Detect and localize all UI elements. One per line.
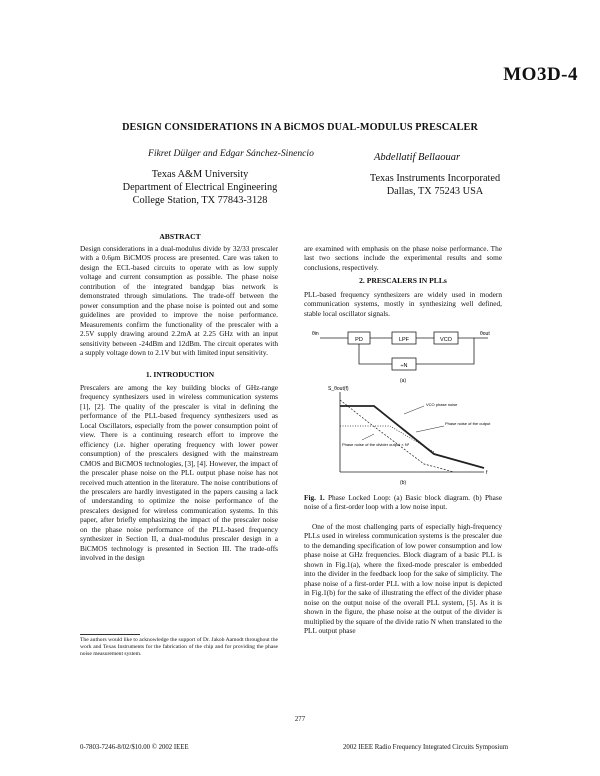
sec2-body — [304, 290, 502, 318]
figure-caption-text: Phase Locked Loop: (a) Basic block diagram. (b) Phase noise of a first-order loop with a low noise input. — [304, 493, 502, 512]
vco-noise-curve — [340, 400, 454, 472]
author-right: Abdellatif Bellaouar — [374, 152, 461, 163]
figure-1 — [304, 322, 502, 488]
subfig-a-label: (a) — [399, 378, 407, 384]
block-divider-label: ÷N — [400, 363, 408, 369]
footer-right: 2002 IEEE Radio Frequency Integrated Circuits Symposium — [343, 744, 508, 751]
affiliation-right — [335, 172, 535, 198]
affil-left-line: Department of Electrical Engineering — [122, 182, 278, 193]
footnote-rule — [80, 634, 140, 635]
affil-right-line: Dallas, TX 75243 USA — [386, 186, 484, 197]
abstract-paragraph: Design considerations in a dual-modulus divide by 32/33 prescaler with a 0.6μm BiCMOS process are presented. Care was taken to design the ECL-based circuits to operate with as low supply voltage and current consumption as possible. The phase noise contribution of the integrated bandgap bias network is demonstrated through simulations. The trade-off between the power consumption and the phase noise is pointed out and some guidelines are provided to improve the noise performance. Measurements confirm the functionality of the prescaler with a 2.5V supply drawing around 2.2mA at 2.25 GHz with an input sensitivity between -24dBm and 12dBm. The circuit operates with a supply voltage down to 2.1V but with limited input sensitivity. — [80, 244, 278, 357]
figure-caption — [304, 493, 502, 512]
affil-left-line: College Station, TX 77843-3128 — [132, 195, 268, 206]
abstract-heading: ABSTRACT — [159, 232, 201, 241]
annotation-leader — [404, 406, 424, 414]
figure-caption-label: Fig. 1. — [304, 493, 325, 502]
block-vco-label: VCO — [440, 337, 452, 343]
annotation-leader — [362, 434, 374, 440]
output-noise-curve — [340, 406, 484, 468]
footer-left: 0-7803-7246-8/02/$10.00 © 2002 IEEE — [80, 744, 189, 751]
right-top-paragraph: are examined with emphasis on the phase noise performance. The last two sections include the experimental results and some conclusions, respectively. — [304, 244, 502, 272]
annotation-vco: VCO phase noise — [426, 402, 458, 407]
annotation-divider: Phase noise of the divider output × N² — [342, 442, 410, 447]
abstract-body — [80, 244, 278, 357]
annotation-leader — [416, 426, 444, 432]
annotation-output: Phase noise of the output — [445, 421, 491, 426]
intro-body — [80, 383, 278, 563]
intro-heading: 1. INTRODUCTION — [145, 370, 215, 379]
right-top-body — [304, 244, 502, 272]
x-axis-label: f — [486, 470, 488, 476]
y-axis-label: S_θout(f) — [328, 386, 349, 392]
block-lpf-label: LPF — [398, 337, 410, 343]
feedback-line — [359, 344, 392, 364]
paper-title: DESIGN CONSIDERATIONS IN A BiCMOS DUAL-MODULUS PRESCALER — [122, 122, 478, 133]
sec2-heading: 2. PRESCALERS IN PLLs — [359, 276, 447, 285]
affil-right-line: Texas Instruments Incorporated — [369, 173, 501, 184]
output-label: θout — [480, 331, 490, 337]
authors-left: Fikret Dülger and Edgar Sánchez-Sinencio — [148, 148, 314, 159]
intro-paragraph: Prescalers are among the key building blocks of GHz-range frequency synthesizers used in wireless communication systems [1], [2]. The quality of the prescaler is vital in defining the performance of the PLL-based frequency synthesizers used as Local Oscillators, especially from the power consumption point of view. There is a continuing research effort to improve the efficiency (i.e. higher operating frequency with lower power consumption) of the prescalers designed with the mainstream CMOS and BiCMOS technologies, [3], [4]. However, the impact of the prescaler phase noise on the PLL output phase noise has not received much attention in the literature. The noise contributions of the prescalers are hardly investigated in the papers causing a lack of understanding to optimize the noise performance of the prescalers designed for wireless communication systems. In this paper, after briefly emphasizing the impact of the prescaler noise on the phase noise performance of the PLL-based frequency synthesizer in Section II, a dual-modulus prescaler design in a BiCMOS technology is presented in Section III. The trade-offs involved in the design — [80, 383, 278, 563]
subfig-b-label: (b) — [399, 480, 407, 486]
page-number: 277 — [294, 716, 306, 723]
divider-noise-curve — [340, 426, 434, 452]
affil-left-line: Texas A&M University — [151, 169, 249, 180]
phase-noise-plot — [340, 392, 484, 472]
sec2-paragraph-2: One of the most challenging parts of especially high-frequency PLLs used in wireless communication systems is the prescaler due to the demanding specification of low power consumption and low phase noise at GHz frequencies. Block diagram of a basic PLL is shown in Fig.1(a), where the fixed-mode prescaler is embedded into the divider in the feedback loop for the sake of simplicity. The phase noise of a first-order PLL with a low noise input is depicted in Fig.1(b) for the sake of illustrating the effect of the divider phase noise on the output noise of the overall PLL system, [5]. As it is shown in the figure, the phase noise at the output of the divider is multiplied by the square of the divide ratio N when translated to the PLL output phase — [304, 522, 502, 635]
footnote: The authors would like to acknowledge the support of Dr. Jakob Aamodt throughout the work and Texas Instruments for the fabrication of the chip and for providing the phase noise measurement system. — [80, 637, 278, 657]
sec2-paragraph: PLL-based frequency synthesizers are widely used in modern communication systems, mostly in synthesizing well defined, stable local oscillator signals. — [304, 290, 502, 318]
paper-code: MO3D-4 — [503, 64, 578, 85]
block-pd-label: PD — [355, 337, 363, 343]
affiliation-left — [100, 168, 300, 207]
input-label: θin — [312, 331, 319, 337]
sec2-body-continued — [304, 522, 502, 635]
